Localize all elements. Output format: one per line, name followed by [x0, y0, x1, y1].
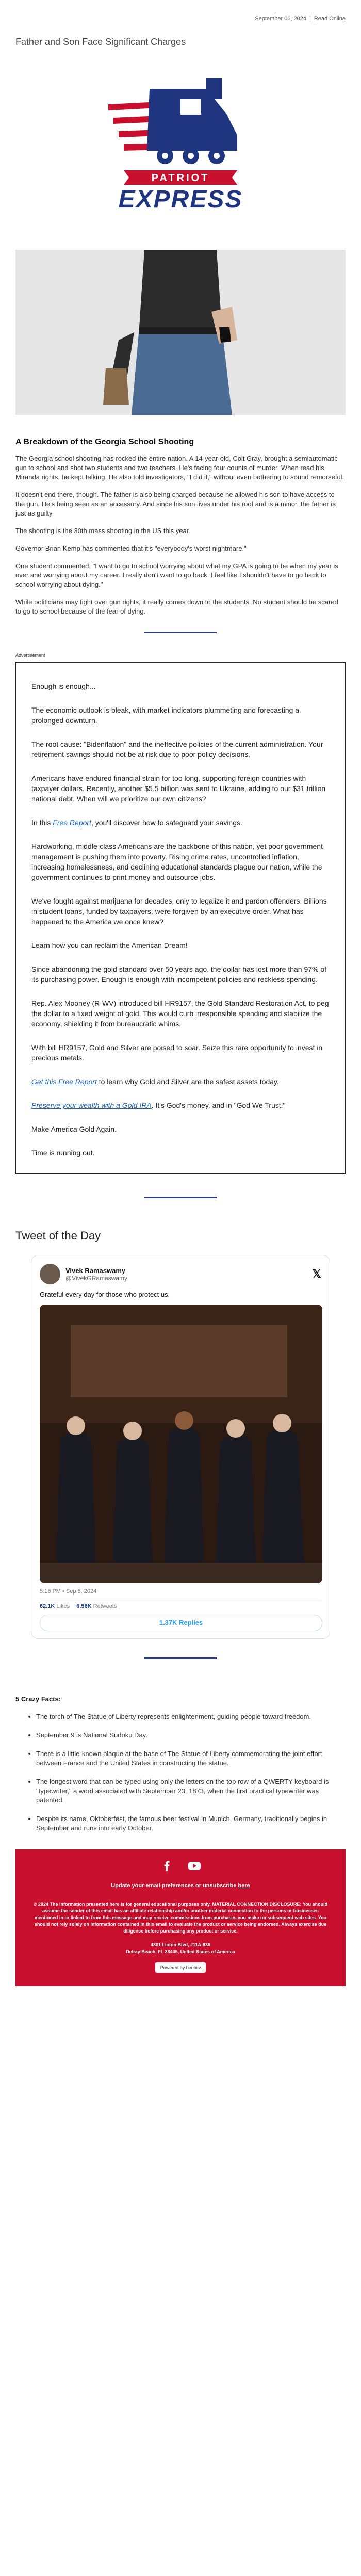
ad-text: . It's God's money, and in "God We Trust!": [151, 1101, 286, 1109]
hero-photo: [15, 250, 346, 415]
gold-ira-link[interactable]: Preserve your wealth with a Gold IRA: [31, 1101, 152, 1109]
ad-paragraph: Time is running out.: [31, 1149, 95, 1157]
x-logo-icon[interactable]: 𝕏: [312, 1267, 321, 1280]
ad-paragraph: [31, 817, 330, 828]
list-item: • The torch of The Statue of Liberty represents enlightenment, guiding people toward freedom.: [36, 1712, 346, 1721]
list-item: • There is a little-known plaque at the base of The Statue of Liberty commemorating the joint effort between France and the United States in constructing the statue.: [36, 1749, 346, 1768]
logo-line2: EXPRESS: [118, 186, 243, 213]
retweets-label: Retweets: [93, 1603, 117, 1609]
address-line: 4801 Linton Blvd, #11A-836: [150, 1942, 211, 1947]
ad-paragraph: Hardworking, middle-class Americans are the backbone of this nation, yet poor government management is pushing them into poverty. Rising crime rates, uncontrolled inflation, increasing homelessness, and declining educational standards plague our nation, while the government continues to print money and outsource jobs.: [31, 842, 323, 881]
tweet-timestamp: 5:16 PM • Sep 5, 2024: [40, 1588, 97, 1595]
ad-paragraph: With bill HR9157, Gold and Silver are poised to soar. Seize this rare opportunity to invest in precious metals.: [31, 1043, 323, 1062]
ad-paragraph: Enough is enough...: [31, 682, 96, 690]
issue-date: September 06, 2024: [255, 15, 306, 22]
ad-text: , you'll discover how to safeguard your savings.: [91, 818, 242, 827]
mailing-address: [31, 1942, 330, 1955]
tweet-card[interactable]: [31, 1255, 330, 1639]
ad-text: to learn why Gold and Silver are the safest assets today.: [96, 1077, 279, 1086]
facts-title: 5 Crazy Facts:: [15, 1695, 61, 1703]
social-links: [31, 1861, 330, 1871]
avatar[interactable]: [40, 1264, 60, 1284]
patriot-express-logo: [103, 68, 258, 223]
likes-label: Likes: [56, 1603, 70, 1609]
logo-line1: PATRIOT: [151, 172, 210, 184]
tweet-author-name[interactable]: Vivek Ramaswamy: [65, 1266, 126, 1275]
ad-paragraph: Since abandoning the gold standard over 50 years ago, the dollar has lost more than 97% of its purchasing power. Enough is enough with incompetent policies and reckless spending.: [31, 965, 327, 984]
ad-paragraph: [31, 1100, 330, 1110]
advertisement-box: [15, 662, 346, 1174]
free-report-link[interactable]: Free Report: [53, 818, 91, 827]
ad-paragraph: Learn how you can reclaim the American Dream!: [31, 941, 188, 949]
ad-paragraph: The economic outlook is bleak, with market indicators plummeting and forecasting a prolonged downturn.: [31, 706, 300, 725]
likes-count: 62.1K: [40, 1603, 55, 1609]
retweets-count: 6.56K: [76, 1603, 92, 1609]
article-paragraph: While politicians may fight over gun rights, it really comes down to the students. No student should be scared to go to school because of the fear of dying.: [15, 598, 338, 615]
article-paragraph: Governor Brian Kemp has commented that it's "everybody's worst nightmare.": [15, 544, 247, 552]
legal-disclosure: © 2024 The information presented here is for general educational purposes only. MATERIAL CONNECTION DISCLOSURE: You should assume the sender of this email has an affiliate relationship and/or another material connection to the persons or businesses mentioned in or linked to from this message and may receive commissions from purchases you make on subsequent web sites. You should not rely solely on information contained in this email to evaluate the product or service being endorsed. Always exercise due diligence before purchasing any product or service.: [33, 1902, 328, 1934]
article-paragraph: The Georgia school shooting has rocked the entire nation. A 14-year-old, Colt Gray, brought a semiautomatic gun to school and shot two students and two teachers. He's facing four counts of murder. When read his Miranda rights, he kept talking. He also told investigators, "I did it," without even bothering to sound remorseful.: [15, 455, 344, 481]
read-online-link[interactable]: Read Online: [314, 15, 346, 22]
article-title: A Breakdown of the Georgia School Shooting: [15, 438, 194, 446]
powered-by-badge[interactable]: Powered by beehiiv: [155, 1962, 206, 1973]
tweet-stats: [40, 1599, 321, 1609]
list-item: • The longest word that can be typed using only the letters on the top row of a QWERTY keyboard is "typewriter," a word associated with September 23, 1873, when the first practical typewriter was patented.: [36, 1777, 346, 1805]
article-paragraph: The shooting is the 30th mass shooting in the US this year.: [15, 527, 190, 535]
section-divider: [144, 1657, 217, 1659]
advertisement-label: Advertisement: [15, 653, 45, 658]
facts-section: [15, 1695, 346, 1833]
ad-paragraph: Americans have endured financial strain for too long, supporting foreign countries with taxpayer dollars. Recently, another $5.5 billion was sent to Ukraine, adding to our $31 trillion national debt. When will we prioritize our own citizens?: [31, 774, 326, 803]
email-footer: [15, 1849, 346, 1986]
tweet-section-title: Tweet of the Day: [15, 1229, 101, 1242]
address-line: Delray Beach, FL 33445, United States of America: [126, 1949, 235, 1954]
date-and-link: September 06, 2024 | Read Online: [255, 15, 346, 22]
manage-text: Update your email preferences or unsubscribe: [111, 1882, 238, 1889]
list-item: • September 9 is National Sudoku Day.: [36, 1731, 346, 1740]
email-headline: Father and Son Face Significant Charges: [15, 37, 186, 47]
ad-paragraph: [31, 1076, 330, 1087]
facts-list: [15, 1712, 346, 1833]
ad-paragraph: Rep. Alex Mooney (R-WV) introduced bill HR9157, the Gold Standard Restoration Act, to peg the dollar to a fixed weight of gold. This would curb irresponsible spending and stabilize the economy, shielding it from bureaucratic whims.: [31, 999, 329, 1028]
tweet-text: Grateful every day for those who protect us.: [40, 1291, 170, 1298]
ad-text: In this: [31, 818, 53, 827]
ad-paragraph: We've fought against marijuana for decades, only to legalize it and pardon offenders. Billions in student loans, funded by taxpayers, were forgiven by an executive order. What has happened to the America we once knew?: [31, 897, 327, 926]
ad-paragraph: Make America Gold Again.: [31, 1125, 117, 1133]
email-header-bar: [15, 0, 346, 23]
article-paragraph: One student commented, "I want to go to school worrying about what my GPA is going to be when my year is over and worrying about my career. I really don't want to go back. I feel like I shouldn't have to go back to school worrying about dying.": [15, 562, 338, 588]
tweet-header: [40, 1264, 321, 1284]
article-paragraph: It doesn't end there, though. The father is also being charged because he allowed his son to have access to the gun. He's being seen as an accessory. And since his son lives under his roof and is a minor, the father is just as guilty.: [15, 491, 336, 517]
facebook-icon[interactable]: [160, 1861, 173, 1871]
list-item: • Despite its name, Oktoberfest, the famous beer festival in Munich, Germany, traditionally begins in September and runs into early October.: [36, 1814, 346, 1833]
replies-button[interactable]: 1.37K Replies: [40, 1615, 322, 1631]
section-divider: [144, 1197, 217, 1198]
tweet-photo[interactable]: [40, 1305, 322, 1583]
unsubscribe-link[interactable]: here: [238, 1882, 250, 1889]
get-free-report-link[interactable]: Get this Free Report: [31, 1077, 97, 1086]
youtube-icon[interactable]: [188, 1861, 201, 1871]
section-divider: [144, 632, 217, 633]
ad-paragraph: The root cause: "Bidenflation" and the ineffective policies of the current administration. Your retirement savings should not be at risk due to poor policy decisions.: [31, 740, 323, 759]
tweet-author-handle[interactable]: @VivekGRamaswamy: [65, 1274, 127, 1282]
article: [15, 438, 346, 616]
manage-preferences: [31, 1882, 330, 1889]
